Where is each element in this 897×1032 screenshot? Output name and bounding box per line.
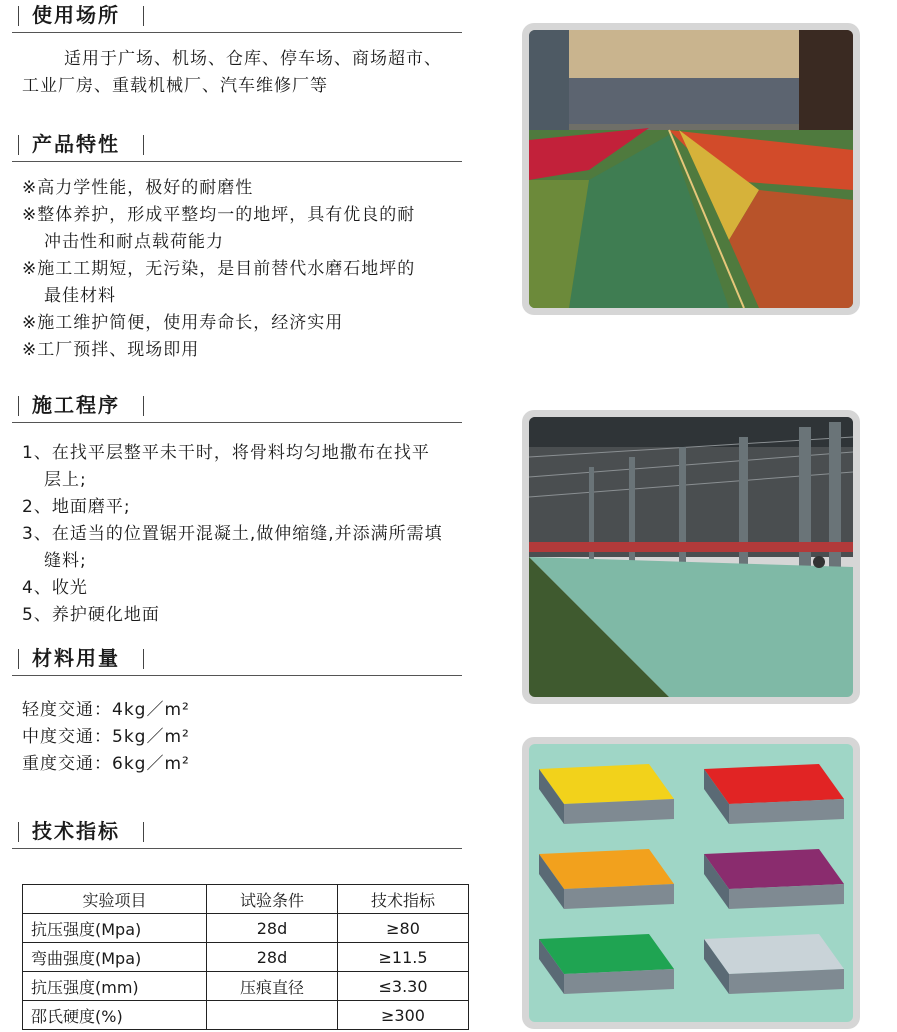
text-line: ※工厂预拌、现场即用: [22, 340, 200, 360]
text-line: 2、地面磨平;: [22, 497, 131, 517]
table-header-row: [23, 885, 469, 914]
section-header-usage: [12, 2, 462, 33]
table-cell: 28d: [207, 943, 338, 972]
color-samples-illustration: [529, 744, 853, 1022]
text-line: 3、在适当的位置锯开混凝土,做伸缩缝,并添满所需填: [22, 524, 443, 544]
section-header-process: [12, 392, 462, 423]
color-samples-photo: [522, 737, 860, 1029]
header-bar-left: [18, 135, 19, 155]
text-line: 中度交通：5kg／m²: [22, 727, 190, 747]
table-cell: ≤3.30: [338, 972, 469, 1001]
table-cell: [207, 1001, 338, 1030]
table-header-cell: 技术指标: [338, 885, 469, 914]
table-cell: ≥300: [338, 1001, 469, 1030]
header-bar-right: [143, 396, 144, 416]
colored-floor-photo: [522, 23, 860, 315]
table-cell: ≥80: [338, 914, 469, 943]
material-text: [22, 697, 190, 778]
table-cell: 抗压强度(Mpa): [23, 914, 207, 943]
header-bar-left: [18, 649, 19, 669]
section-title: 使用场所: [32, 3, 120, 27]
table-cell: 28d: [207, 914, 338, 943]
text-line: 1、在找平层整平未干时，将骨料均匀地撒布在找平: [22, 443, 430, 463]
text-line: 冲击性和耐点载荷能力: [44, 232, 224, 252]
table-cell: 邵氏硬度(%): [23, 1001, 207, 1030]
text-line: ※高力学性能，极好的耐磨性: [22, 178, 254, 198]
header-bar-right: [143, 649, 144, 669]
header-bar-right: [143, 135, 144, 155]
section-title: 产品特性: [32, 132, 120, 156]
table-header-cell: 试验条件: [207, 885, 338, 914]
text-line: ※施工维护简便，使用寿命长，经济实用: [22, 313, 344, 333]
text-line: 适用于广场、机场、仓库、停车场、商场超市、: [64, 49, 442, 69]
table-row: [23, 943, 469, 972]
factory-floor-photo: [522, 410, 860, 704]
factory-floor-illustration: [529, 417, 853, 697]
table-cell: 弯曲强度(Mpa): [23, 943, 207, 972]
section-title: 技术指标: [32, 819, 120, 843]
table-cell: 压痕直径: [207, 972, 338, 1001]
text-line: ※施工工期短，无污染，是目前替代水磨石地坪的: [22, 259, 416, 279]
colored-floor-illustration: [529, 30, 853, 308]
header-bar-left: [18, 396, 19, 416]
text-line: 层上;: [44, 470, 87, 490]
text-line: 5、养护硬化地面: [22, 605, 160, 625]
process-text: [22, 440, 443, 629]
header-bar-left: [18, 6, 19, 26]
table-row: [23, 1001, 469, 1030]
table-row: [23, 972, 469, 1001]
photo-inner: [529, 744, 853, 1022]
section-title: 材料用量: [32, 646, 120, 670]
table-header-cell: 实验项目: [23, 885, 207, 914]
text-line: 轻度交通：4kg／m²: [22, 700, 190, 720]
table-cell: 抗压强度(mm): [23, 972, 207, 1001]
section-header-spec: [12, 818, 462, 849]
header-bar-left: [18, 822, 19, 842]
section-header-features: [12, 131, 462, 162]
text-line: 4、收光: [22, 578, 88, 598]
section-title: 施工程序: [32, 393, 120, 417]
text-line: ※整体养护，形成平整均一的地坪，具有优良的耐: [22, 205, 416, 225]
section-header-material: [12, 645, 462, 676]
text-line: 重度交通：6kg／m²: [22, 754, 190, 774]
text-line: 工业厂房、重载机械厂、汽车维修厂等: [22, 76, 328, 96]
text-line: 最佳材料: [44, 286, 116, 306]
photo-inner: [529, 417, 853, 697]
header-bar-right: [143, 6, 144, 26]
table-cell: ≥11.5: [338, 943, 469, 972]
table-row: [23, 914, 469, 943]
spec-table: [22, 884, 469, 1030]
photo-inner: [529, 30, 853, 308]
header-bar-right: [143, 822, 144, 842]
features-text: [22, 175, 415, 364]
text-line: 缝料;: [44, 551, 87, 571]
usage-text: [22, 46, 442, 100]
